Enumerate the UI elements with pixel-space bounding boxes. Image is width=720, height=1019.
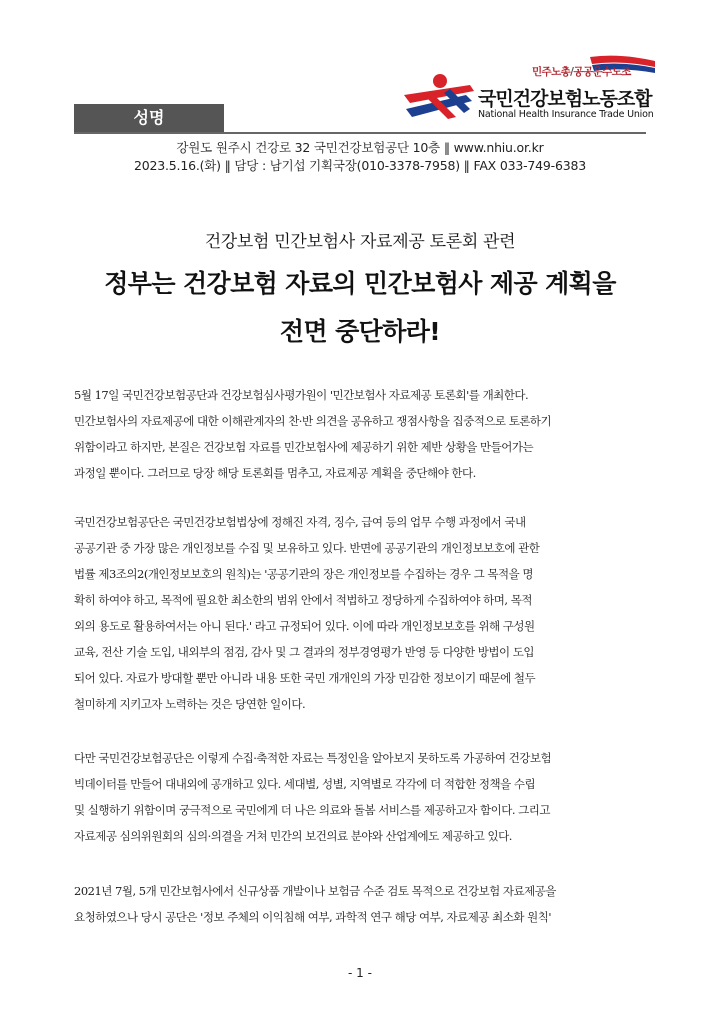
union-name-en: National Health Insurance Trade Union — [478, 109, 654, 120]
union-name-kr: 국민건강보험노동조합 — [478, 88, 652, 110]
paragraph-line: 자료제공 심의위원회의 심의·의결을 거쳐 민간의 보건의료 분야와 산업계에도 제공하고 있다. — [74, 829, 512, 843]
paragraph-4 — [74, 878, 646, 930]
paragraph-line: 요청하였으나 당시 공단은 '정보 주체의 이익침해 여부, 과학적 연구 해당 여부, 자료제공 최소화 원칙' — [74, 910, 552, 924]
paragraph-line: 2021년 7월, 5개 민간보험사에서 신규상품 개발이나 보험금 수준 검토 목적으로 건강보험 자료제공을 — [74, 884, 556, 898]
paragraph-line: 되어 있다. 자료가 방대할 뿐만 아니라 내용 또한 국민 개개인의 가장 민감한 정보이기 때문에 철두 — [74, 671, 536, 685]
document-title-line1: 정부는 건강보험 자료의 민간보험사 제공 계획을 — [104, 269, 616, 298]
paragraph-line: 빅데이터를 만들어 대내외에 공개하고 있다. 세대별, 성별, 지역별로 각각에 더 적합한 정책을 수립 — [74, 777, 536, 791]
confederation-label: 민주노총/공공운수노조 — [532, 66, 631, 78]
paragraph-line: 철미하게 지키고자 노력하는 것은 당연한 일이다. — [74, 697, 306, 711]
statement-label: 성명 — [74, 104, 224, 132]
paragraph-line: 5월 17일 국민건강보험공단과 건강보험심사평가원이 '민간보험사 자료제공 토론회'를 개최한다. — [74, 388, 529, 402]
paragraph-line: 확히 하여야 하고, 목적에 필요한 최소한의 범위 안에서 적법하고 정당하게 수집하여야 하며, 목적 — [74, 593, 532, 607]
paragraph-line: 위함이라고 하지만, 본질은 건강보험 자료를 민간보험사에 제공하기 위한 제반 상황을 만들어가는 — [74, 440, 534, 454]
paragraph-line: 외의 용도로 활용하여서는 아니 된다.' 라고 규정되어 있다. 이에 따라 개인정보보호를 위해 구성원 — [74, 619, 535, 633]
page-number: - 1 - — [348, 966, 372, 980]
paragraph-1 — [74, 382, 646, 486]
paragraph-line: 국민건강보험공단은 국민건강보험법상에 정해진 자격, 징수, 급여 등의 업무 수행 과정에서 국내 — [74, 515, 526, 529]
paragraph-2 — [74, 509, 646, 717]
contact-line: 2023.5.16.(화) ‖ 담당 : 남기섭 기획국장(010-3378-7958) ‖ FAX 033-749-6383 — [134, 158, 586, 173]
paragraph-line: 및 실행하기 위함이며 궁극적으로 국민에게 더 나은 의료와 돌봄 서비스를 제공하고자 함이다. 그리고 — [74, 803, 550, 817]
paragraph-line: 교육, 전산 기술 도입, 내외부의 점검, 감사 및 그 결과의 정부경영평가 반영 등 다양한 방법이 도입 — [74, 645, 534, 659]
document-title-line2: 전면 중단하라! — [279, 317, 441, 346]
paragraph-line: 다만 국민건강보험공단은 이렇게 수집·축적한 자료는 특정인을 알아보지 못하도록 가공하여 건강보험 — [74, 751, 552, 765]
paragraph-line: 법률 제3조의2(개인정보보호의 원칙)는 '공공기관의 장은 개인정보를 수집하는 경우 그 목적을 명 — [74, 567, 533, 581]
paragraph-line: 공공기관 중 가장 많은 개인정보를 수집 및 보유하고 있다. 반면에 공공기관의 개인정보보호에 관한 — [74, 541, 540, 555]
paragraph-line: 과정일 뿐이다. 그러므로 당장 해당 토론회를 멈추고, 자료제공 계획을 중단해야 한다. — [74, 466, 476, 480]
header-divider — [74, 132, 646, 134]
document-subtitle: 건강보험 민간보험사 자료제공 토론회 관련 — [204, 232, 516, 252]
address-line: 강원도 원주시 건강로 32 국민건강보험공단 10층 ‖ www.nhiu.or.kr — [176, 140, 544, 155]
paragraph-line: 민간보험사의 자료제공에 대한 이해관계자의 찬·반 의견을 공유하고 쟁점사항을 집중적으로 토론하기 — [74, 414, 552, 428]
emblem-head — [433, 74, 447, 88]
paragraph-3 — [74, 745, 646, 849]
